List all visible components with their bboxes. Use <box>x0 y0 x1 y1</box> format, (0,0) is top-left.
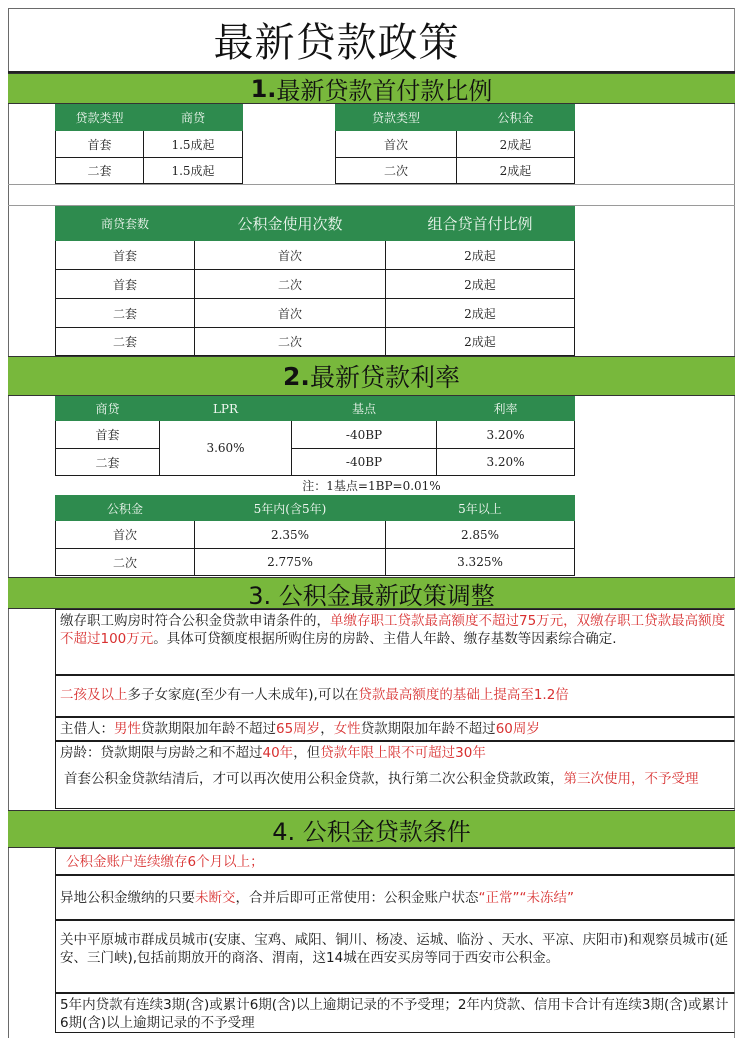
lpr-cell: 3.60% <box>160 421 292 476</box>
table-row <box>56 549 575 576</box>
table-header: 公积金 <box>56 496 195 521</box>
text-segment: 贷款期限加年龄不超过 <box>141 721 276 737</box>
table-cell: 2.35% <box>195 521 386 549</box>
highlight-segment: 男性 <box>114 721 141 737</box>
text-segment: 缴存职工购房时符合公积金贷款申请条件的， <box>60 613 330 629</box>
commercial-rate-table <box>55 396 575 476</box>
section-2-number: 2. <box>283 361 310 391</box>
table-cell: 1.5成起 <box>144 131 243 158</box>
section-2-heading <box>8 356 735 396</box>
table-header: 5年以上 <box>386 496 575 521</box>
table-cell: 二次 <box>336 158 457 184</box>
text-segment: 多子女家庭(至少有一人未成年),可以在 <box>127 687 359 703</box>
table-header: 商贷 <box>144 105 243 131</box>
table-row <box>56 449 575 476</box>
table-row <box>56 421 575 449</box>
table-cell: 2成起 <box>386 299 575 328</box>
table-header: 5年内(含5年) <box>195 496 386 521</box>
table-cell: 首套 <box>56 131 144 158</box>
table-cell: 2成起 <box>457 131 575 158</box>
third-use-line <box>60 770 730 788</box>
table-header: 组合贷首付比例 <box>386 207 575 241</box>
condition-text-remote-fund <box>55 875 735 920</box>
table-cell: 二套 <box>56 299 195 328</box>
table-header: 基点 <box>292 397 437 421</box>
highlight-segment: 女性 <box>333 721 361 737</box>
highlight-segment: 贷款年限上限不可超过30年 <box>320 745 486 761</box>
text-segment: 房龄：贷款期限与房龄之和不超过 <box>60 745 263 761</box>
table-header: 公积金使用次数 <box>195 207 386 241</box>
table-cell: 首次 <box>336 131 457 158</box>
section-4-heading: 4. 公积金贷款条件 <box>8 810 735 848</box>
table-header: 公积金 <box>457 105 575 131</box>
text-segment: 。具体可贷额度根据所购住房的房龄、主借人年龄、缴存基数等因素综合确定. <box>153 631 617 647</box>
table-cell: -40BP <box>292 449 437 476</box>
fund-downpayment-table <box>335 104 575 184</box>
section-3-heading: 3. 公积金最新政策调整 <box>8 577 735 609</box>
text-segment: ，合并后即可正常使用：公积金账户状态 <box>235 890 479 906</box>
table-cell: 2成起 <box>386 270 575 299</box>
table-cell: 首套 <box>56 241 195 270</box>
highlight-segment: 二孩及以上 <box>60 687 128 703</box>
table-row <box>56 270 575 299</box>
policy-text-loan-limit <box>55 609 735 675</box>
table-row <box>56 299 575 328</box>
text-segment: ，但 <box>293 745 321 761</box>
table-cell: 3.20% <box>437 449 575 476</box>
table-cell: 首次 <box>195 299 386 328</box>
fund-rate-table <box>55 495 575 576</box>
highlight-segment: 贷款最高额度的基础上提高至1.2倍 <box>358 687 569 703</box>
highlight-segment: ， <box>631 771 645 787</box>
table-row <box>56 131 243 158</box>
highlight-segment: 65周岁 <box>276 721 321 737</box>
table-cell: 首次 <box>56 521 195 549</box>
table-cell: 二套 <box>56 158 144 184</box>
table-cell: 首次 <box>195 241 386 270</box>
table-cell: 二套 <box>56 328 195 356</box>
policy-text-house-age <box>55 741 735 809</box>
highlight-segment: 60周岁 <box>495 721 540 737</box>
table-cell: 首套 <box>56 270 195 299</box>
table-row <box>336 158 575 184</box>
text-segment: ， <box>320 721 334 737</box>
table-cell: 二套 <box>56 449 160 476</box>
highlight-segment: “正常”“未冻结” <box>478 890 574 906</box>
highlight-segment: 第三次使用 <box>563 771 631 787</box>
table-cell: 2.775% <box>195 549 386 576</box>
page-title: 最新贷款政策 <box>8 8 735 73</box>
table-cell: 3.325% <box>386 549 575 576</box>
table-cell: 二次 <box>195 270 386 299</box>
table-header: 贷款类型 <box>56 105 144 131</box>
policy-text-borrower-age <box>55 717 735 741</box>
table-cell: 二次 <box>195 328 386 356</box>
table-row <box>56 241 575 270</box>
basis-point-note: 注：1基点=1BP=0.01% <box>302 479 441 493</box>
table-header: 商贷 <box>56 397 160 421</box>
divider <box>8 184 735 185</box>
highlight-segment: 单缴存职工贷款最高额度不超过75万元，双缴存职工贷款最高额度不超过100万元 <box>60 613 726 647</box>
text-segment: 关中平原城市群成员城市(安康、宝鸡、咸阳、铜川、杨凌、运城、临汾 、天水、平凉、庆阳市)和观察员城市(延安、三门峡),包括前期放开的商洛、渭南，这14城在西安买房等同于西安市公积金。 <box>60 932 729 966</box>
table-header: LPR <box>160 397 292 421</box>
condition-text-continuous-deposit <box>55 848 735 875</box>
highlight-segment: 公积金账户连续缴存6个月以上； <box>66 854 264 870</box>
text-segment: 异地公积金缴纳的只要 <box>60 890 195 906</box>
table-cell: 2成起 <box>386 241 575 270</box>
table-cell: 1.5成起 <box>144 158 243 184</box>
table-header: 商贷套数 <box>56 207 195 241</box>
table-row <box>56 328 575 356</box>
text-segment: 首套公积金贷款结清后，才可以再次使用公积金贷款，执行第二次公积金贷款政策， <box>64 771 564 787</box>
section-1-title: 最新贷款首付款比例 <box>276 77 493 105</box>
text-segment: 贷款期限加年龄不超过 <box>360 721 496 737</box>
commercial-downpayment-table <box>55 104 243 184</box>
table-cell: 2.85% <box>386 521 575 549</box>
section-1-number: 1. <box>250 74 277 103</box>
table-row <box>336 131 575 158</box>
table-cell: 2成起 <box>457 158 575 184</box>
text-segment: 5年内贷款有连续3期(含)或累计6期(含)以上逾期记录的不予受理；2年内贷款、信用卡合计有连续3期(含)或累计6期(含)以上逾期记录的不予受理 <box>60 997 729 1031</box>
house-age-line <box>60 744 730 762</box>
table-cell: 3.20% <box>437 421 575 449</box>
combined-loan-table <box>55 206 575 356</box>
section-1-heading <box>8 73 735 104</box>
table-header: 贷款类型 <box>336 105 457 131</box>
highlight-segment: 未断交 <box>195 890 236 906</box>
table-header: 利率 <box>437 397 575 421</box>
table-row <box>56 158 243 184</box>
table-cell: -40BP <box>292 421 437 449</box>
table-row <box>56 521 575 549</box>
highlight-segment: 不予受理 <box>644 771 699 787</box>
table-cell: 二次 <box>56 549 195 576</box>
highlight-segment: 40年 <box>262 745 294 761</box>
text-segment: 主借人： <box>60 721 114 737</box>
condition-text-overdue <box>55 993 735 1033</box>
policy-text-multi-child <box>55 675 735 717</box>
table-cell: 首套 <box>56 421 160 449</box>
table-cell: 2成起 <box>386 328 575 356</box>
condition-text-city-group <box>55 920 735 993</box>
section-2-title: 最新贷款利率 <box>309 363 460 392</box>
